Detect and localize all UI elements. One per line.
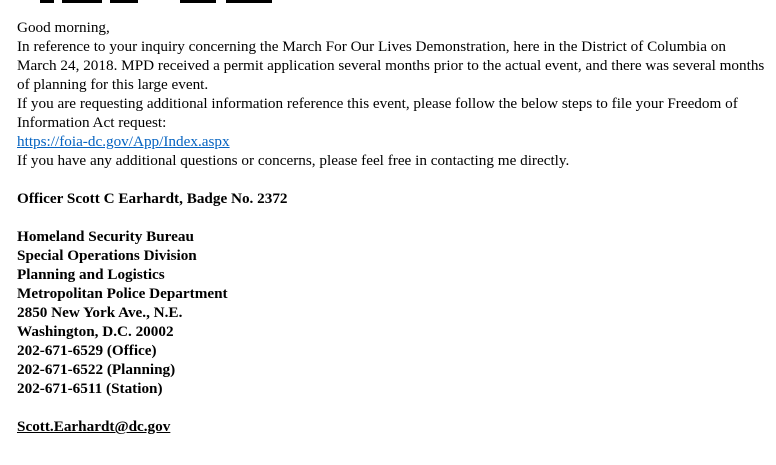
- paragraph-contact: If you have any additional questions or concerns, please feel free in contacting me directly.: [17, 152, 570, 169]
- greeting: Good morning,: [17, 19, 110, 36]
- paragraph-inquiry: In reference to your inquiry concerning the March For Our Lives Demonstration, here in the District of Columbia on March 24, 2018. MPD received a permit application several months prior to the actual event, and there was several months of planning for this large event.: [17, 38, 765, 93]
- signature-email-line: [17, 417, 769, 436]
- signature-city-address: Washington, D.C. 20002: [17, 323, 174, 340]
- signature-unit: Planning and Logistics: [17, 266, 165, 283]
- signature-street-address: 2850 New York Ave., N.E.: [17, 304, 183, 321]
- message-text: [17, 18, 769, 170]
- signature-department: Metropolitan Police Department: [17, 285, 228, 302]
- spacer: [17, 398, 769, 417]
- cropped-text-fragment: [40, 0, 280, 4]
- email-body: [17, 18, 769, 436]
- foia-link-line: [17, 132, 769, 151]
- signature-division: Special Operations Division: [17, 247, 197, 264]
- signature-bureau: Homeland Security Bureau: [17, 228, 194, 245]
- signature-block: [17, 227, 769, 398]
- spacer: [17, 170, 769, 189]
- signature-phone-office: 202-671-6529 (Office): [17, 342, 157, 359]
- signature-phone-planning: 202-671-6522 (Planning): [17, 361, 176, 378]
- signature-phone-station: 202-671-6511 (Station): [17, 380, 163, 397]
- signature-name: Officer Scott C Earhardt, Badge No. 2372: [17, 190, 288, 207]
- signature-email-link[interactable]: Scott.Earhardt@dc.gov: [17, 418, 171, 435]
- foia-link[interactable]: https://foia-dc.gov/App/Index.aspx: [17, 133, 230, 150]
- spacer: [17, 208, 769, 227]
- paragraph-foia-instructions: If you are requesting additional information reference this event, please follow the below steps to file your Freedom of Information Act request:: [17, 95, 738, 131]
